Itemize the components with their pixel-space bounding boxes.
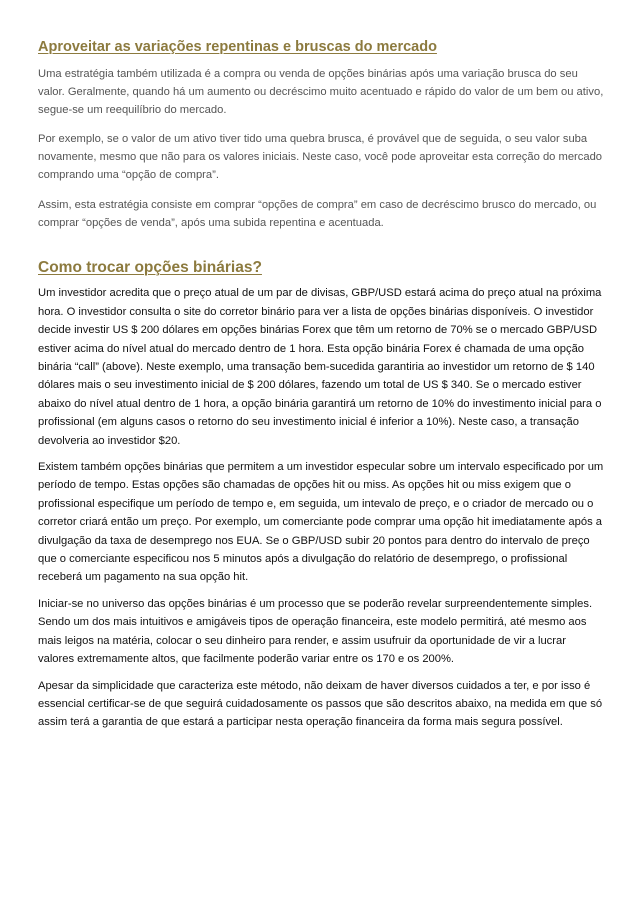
paragraph: Uma estratégia também utilizada é a compra ou venda de opções binárias após uma variação brusca do seu valor. Geralmente, quando há um aumento ou decréscimo muito acentuado e rápido do valor de um bem ou ativo, segue-se um reequilíbrio do mercado.	[38, 68, 604, 116]
paragraph: Iniciar-se no universo das opções binárias é um processo que se poderão revelar surpreendentemente simples. Sendo um dos mais intuitivos e amigáveis tipos de operação financeira, este modelo permitirá, até mesmo aos mais leigos na matéria, colocar o seu dinheiro para render, e assim usufruir da oportunidade de vir a lucrar valores extremamente altos, que facilmente poderão variar entre os 170 e os 200%.	[38, 597, 593, 666]
section-heading-market-variations: Aproveitar as variações repentinas e bruscas do mercado	[38, 39, 437, 55]
paragraph: Existem também opções binárias que permitem a um investidor especular sobre um intervalo especificado por um período de tempo. Estas opções são chamadas de opções hit ou miss. As opções hit ou miss exigem que o profissional especifique um período de tempo e, em seguida, um intevalo de preço, e o criador de mercado ou o corretor criará então um preço. Por exemplo, um comerciante pode comprar uma opção hit imediatamente após a divulgação da taxa de desemprego nos EUA. Se o GBP/USD subir 20 pontos para dentro do intervalo de preço que o comerciante especificou nos 5 minutos após a divulgação do relatório de desemprego, o profissional receberá um pagamento na sua opção hit.	[38, 461, 604, 584]
paragraph: Um investidor acredita que o preço atual de um par de divisas, GBP/USD estará acima do preço atual na próxima hora. O investidor consulta o site do corretor binário para ver a lista de opções binárias disponíveis. O investidor decide investir US $ 200 dólares em opções binárias Forex que têm um retorno de 70% se o mercado GBP/USD estiver acima do nível atual do mercado dentro de 1 hora. Esta opção binária Forex é chamada de uma opção binária “call” (above). Neste exemplo, uma transação bem-sucedida garantiria ao investidor um retorno de $ 140 dólares mais o seu investimento inicial de $ 200 dólares, fazendo um total de US $ 340. Se o mercado estiver abaixo do nível atual dentro de 1 hora, a opção binária garantirá um retorno de 10% do investimento inicial para o profissional (em alguns casos o retorno do seu investimento inicial é inferior a 10%). Neste caso, a transação devolveria ao investidor $20.	[38, 287, 602, 447]
document-page	[38, 38, 604, 740]
paragraph: Apesar da simplicidade que caracteriza este método, não deixam de haver diversos cuidados a ter, e por isso é essencial certificar-se de que seguirá cuidadosamente os passos que são descritos abaixo, na medida em que só assim terá a garantia de que estará a participar nesta operação financeira da forma mais segura possível.	[38, 679, 603, 729]
paragraph: Por exemplo, se o valor de um ativo tiver tido uma quebra brusca, é provável que de seguida, o seu valor suba novamente, mesmo que não para os valores iniciais. Neste caso, você pode aproveitar esta correção do mercado comprando uma “opção de compra”.	[38, 133, 603, 181]
paragraph: Assim, esta estratégia consiste em comprar “opções de compra” em caso de decréscimo brusco do mercado, ou comprar “opções de venda”, após uma subida repentina e acentuada.	[38, 198, 597, 229]
section-how-to-trade	[38, 258, 604, 731]
section-market-variations	[38, 38, 604, 232]
section-heading-how-to-trade: Como trocar opções binárias?	[38, 259, 262, 277]
